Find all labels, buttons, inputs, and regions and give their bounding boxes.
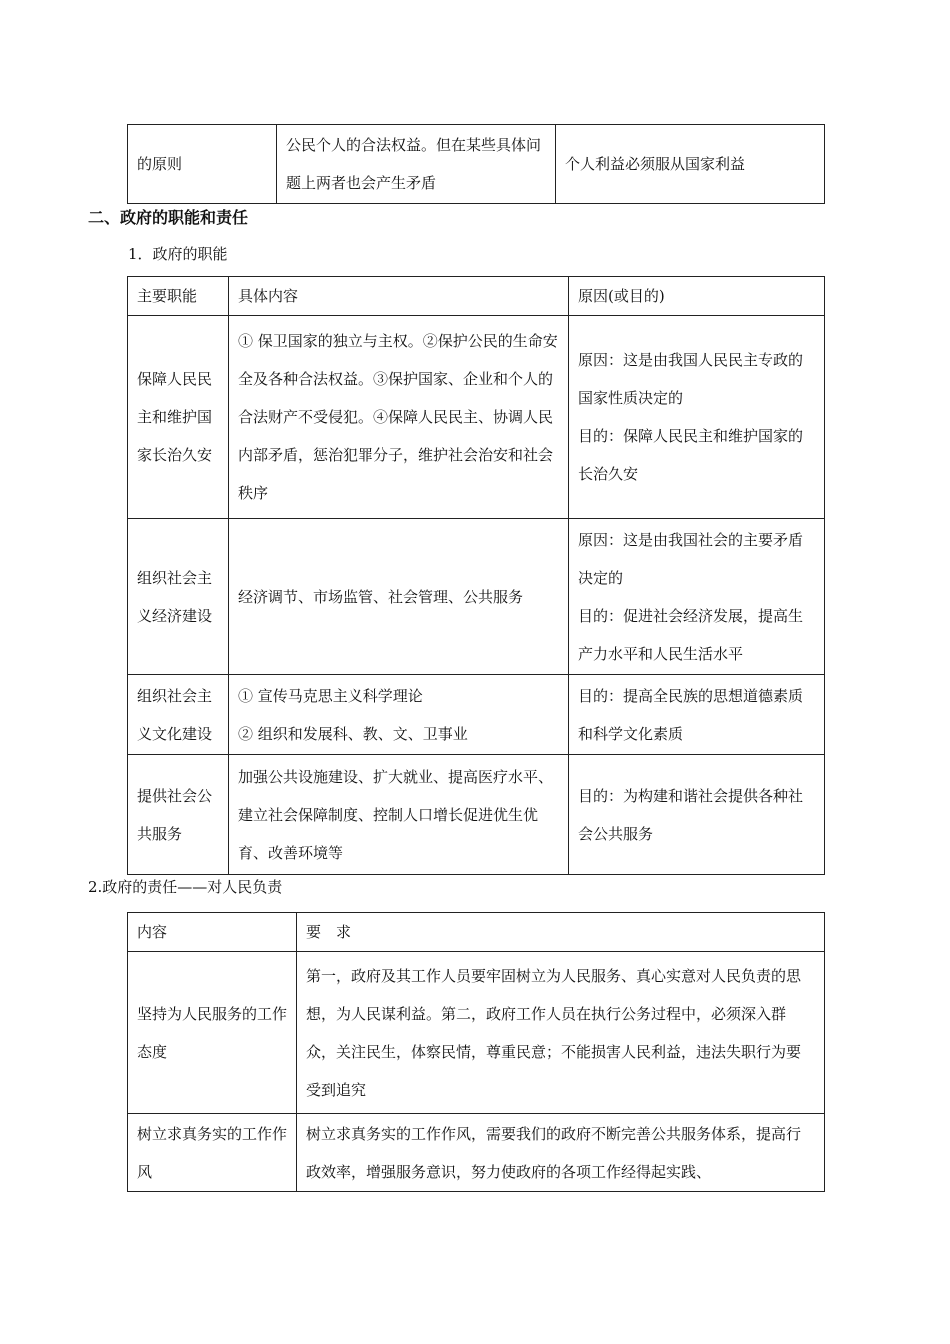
subsection-title-responsibility: 2.政府的责任——对人民负责 [88,878,283,896]
cell-function: 提供社会公共服务 [128,755,229,875]
table-row [128,675,825,755]
cell-reason: 目的：提高全民族的思想道德素质和科学文化素质 [569,675,825,755]
header-content: 具体内容 [229,277,569,316]
table-row [128,519,825,675]
table-row [128,316,825,519]
cell-reason: 原因：这是由我国人民民主专政的国家性质决定的 目的：保障人民民主和维护国家的长治久安 [569,316,825,519]
cell-reason: 原因：这是由我国社会的主要矛盾决定的 目的：促进社会经济发展，提高生产力水平和人民生活水平 [569,519,825,675]
table-row [128,952,825,1114]
top-table [127,124,825,204]
cell-principle: 的原则 [128,125,277,204]
subsection-title-functions: 1．政府的职能 [128,245,228,263]
header-item: 内容 [128,913,297,952]
header-requirement: 要 求 [297,913,825,952]
table-row [128,755,825,875]
cell-item: 树立求真务实的工作作风 [128,1114,297,1192]
cell-content: ① 保卫国家的独立与主权。②保护公民的生命安全及各种合法权益。③保护国家、企业和个人的合法财产不受侵犯。④保障人民民主、协调人民内部矛盾，惩治犯罪分子，维护社会治安和社会秩序 [229,316,569,519]
cell-function: 组织社会主义经济建设 [128,519,229,675]
header-function: 主要职能 [128,277,229,316]
cell-requirement: 第一，政府及其工作人员要牢固树立为人民服务、真心实意对人民负责的思想，为人民谋利益。第二，政府工作人员在执行公务过程中，必须深入群众，关注民生，体察民情，尊重民意；不能损害人民利益，违法失职行为要受到追究 [297,952,825,1114]
section-heading: 二、政府的职能和责任 [88,208,249,227]
cell-interest: 个人利益必须服从国家利益 [556,125,825,204]
cell-item: 坚持为人民服务的工作态度 [128,952,297,1114]
responsibility-table [127,912,825,1192]
cell-rights: 公民个人的合法权益。但在某些具体问题上两者也会产生矛盾 [277,125,556,204]
table-header-row [128,913,825,952]
cell-function: 组织社会主义文化建设 [128,675,229,755]
cell-reason: 目的：为构建和谐社会提供各种社会公共服务 [569,755,825,875]
table-header-row [128,277,825,316]
table-row [128,1114,825,1192]
table-row [128,125,825,204]
cell-content: ① 宣传马克思主义科学理论 ② 组织和发展科、教、文、卫事业 [229,675,569,755]
header-reason: 原因(或目的) [569,277,825,316]
cell-function: 保障人民民主和维护国家长治久安 [128,316,229,519]
cell-content: 加强公共设施建设、扩大就业、提高医疗水平、建立社会保障制度、控制人口增长促进优生优育、改善环境等 [229,755,569,875]
cell-requirement: 树立求真务实的工作作风，需要我们的政府不断完善公共服务体系，提高行政效率，增强服务意识，努力使政府的各项工作经得起实践、 [297,1114,825,1192]
cell-content: 经济调节、市场监管、社会管理、公共服务 [229,519,569,675]
functions-table [127,276,825,875]
